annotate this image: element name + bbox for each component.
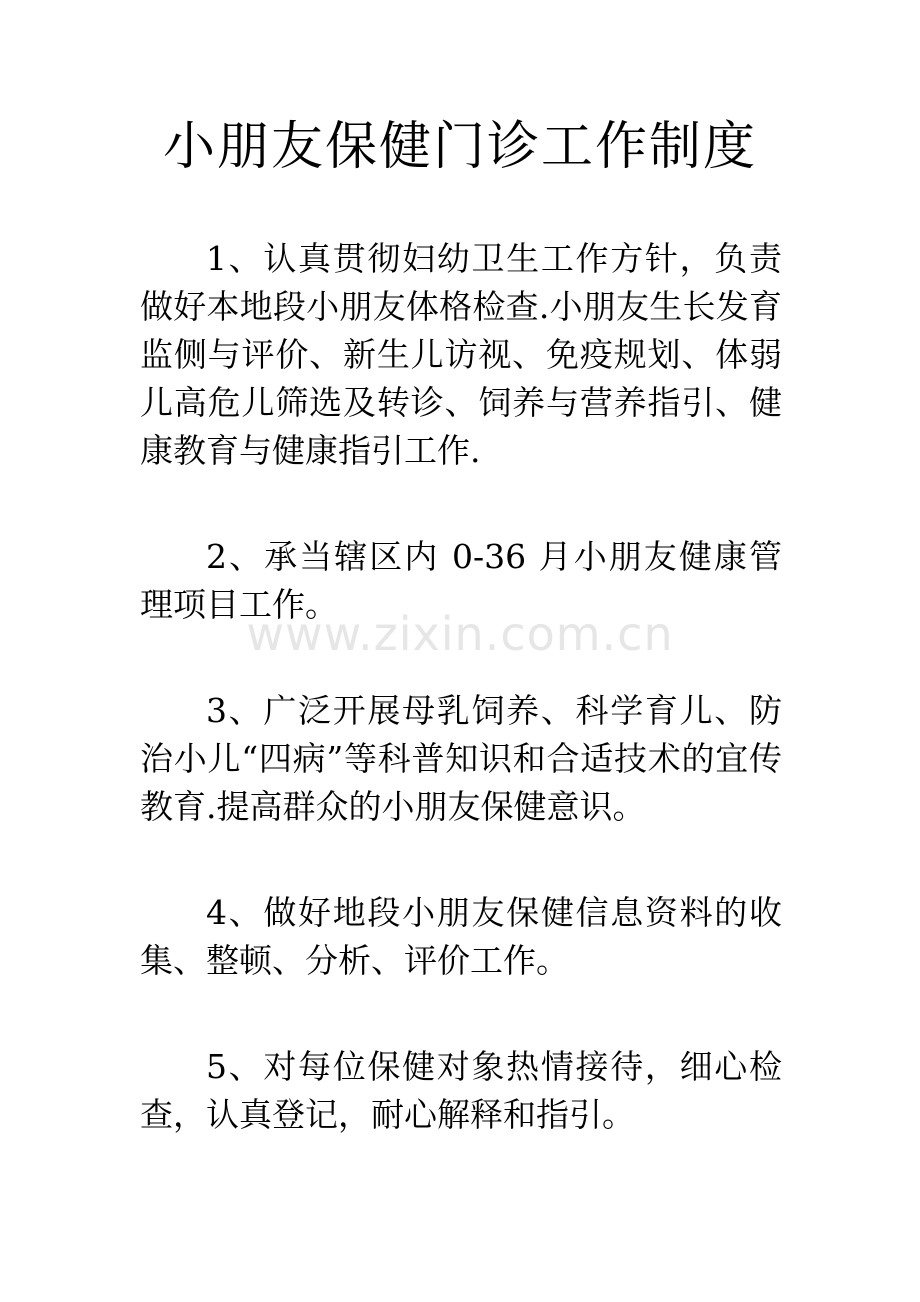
document-body — [140, 235, 782, 1197]
paragraph-5: 5、对每位保健对象热情接待，细心检查，认真登记，耐心解释和指引。 — [140, 1047, 782, 1134]
document-title: 小朋友保健门诊工作制度 — [162, 117, 757, 177]
paragraph-4: 4、做好地段小朋友保健信息资料的收集、整顿、分析、评价工作。 — [140, 893, 782, 980]
watermark-text: www.zixin.com.cn — [246, 607, 674, 661]
paragraph-3: 3、广泛开展母乳饲养、科学育儿、防治小儿“四病”等科普知识和合适技术的宜传教育.提高群众的小朋友保健意识。 — [140, 691, 782, 826]
paragraph-1: 1、认真贯彻妇幼卫生工作方针，负责做好本地段小朋友体格检查.小朋友生长发育监侧与评价、新生儿访视、免疫规划、体弱儿高危儿筛选及转诊、饲养与营养指引、健康教育与健康指引工作. — [140, 239, 782, 470]
paragraph-2: 2、承当辖区内 0-36 月小朋友健康管理项目工作。 — [140, 537, 782, 624]
